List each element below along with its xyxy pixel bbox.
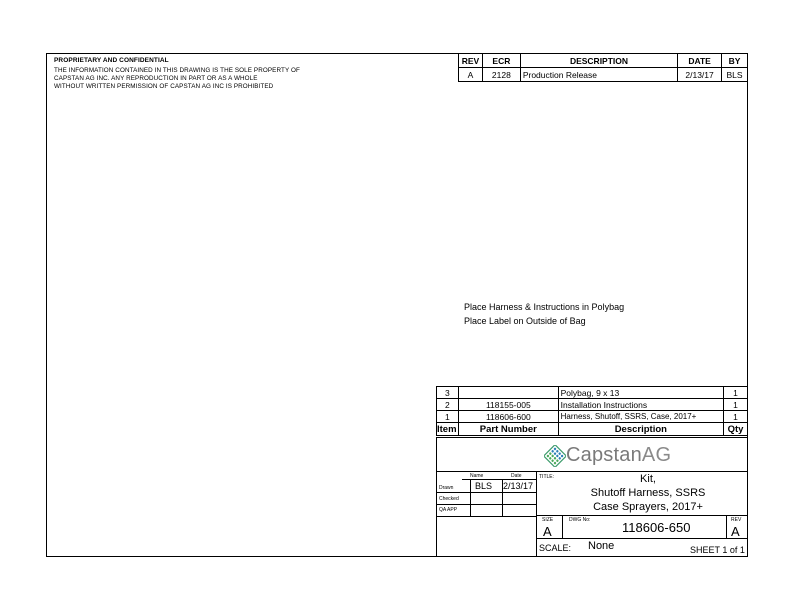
- title-line: Case Sprayers, 2017+: [593, 501, 703, 513]
- logo-text-ag: AG: [641, 444, 672, 466]
- bom-item: 3: [437, 387, 459, 399]
- drawn-date: 2/13/17: [503, 481, 534, 491]
- bom-qty: 1: [724, 399, 748, 411]
- bom-qty: 1: [724, 387, 748, 399]
- signoff-line: [462, 479, 536, 480]
- ecr-header: ECR: [482, 54, 520, 68]
- title-line: Shutoff Harness, SSRS: [590, 487, 706, 499]
- description-cell: Production Release: [520, 68, 677, 82]
- title-line: Kit,: [640, 473, 656, 485]
- scale-value: None: [588, 540, 615, 552]
- bom-description: Installation Instructions: [558, 399, 723, 411]
- bom-qty-header: Qty: [724, 423, 748, 436]
- bom-description: Polybag, 9 x 13: [558, 387, 723, 399]
- bom-item: 2: [437, 399, 459, 411]
- sheet-number: SHEET 1 of 1: [690, 545, 745, 555]
- table-row: [437, 411, 748, 423]
- bom-table: [436, 386, 748, 436]
- company-logo: [544, 444, 671, 467]
- ecr-cell: 2128: [482, 68, 520, 82]
- bom-part-header: Part Number: [458, 423, 558, 436]
- size-row-top: [536, 515, 748, 516]
- size-divider: [562, 515, 563, 538]
- logo-text-capstan: Capstan: [566, 444, 642, 466]
- signoff-line: [436, 492, 536, 493]
- drawn-label: Drawn: [439, 485, 454, 491]
- date-cell: 2/13/17: [678, 68, 722, 82]
- bom-part: 118155-005: [458, 399, 558, 411]
- capstan-logo-icon: [544, 445, 566, 467]
- description-header: DESCRIPTION: [520, 54, 677, 68]
- dwg-label: DWG No:: [569, 517, 591, 523]
- bom-item: 1: [437, 411, 459, 423]
- signoff-line: [470, 479, 471, 517]
- rev-header: REV: [459, 54, 483, 68]
- rev-divider: [726, 515, 727, 538]
- scale-label: SCALE:: [539, 543, 572, 553]
- note-line: Place Harness & Instructions in Polybag: [464, 302, 625, 312]
- rev-cell: A: [459, 68, 483, 82]
- name-label: Name: [470, 473, 484, 479]
- drawn-name: BLS: [475, 481, 493, 491]
- bom-header-row: [437, 423, 748, 436]
- bom-part: 118606-600: [458, 411, 558, 423]
- qa-label: QA APP: [439, 507, 458, 513]
- table-row: [437, 399, 748, 411]
- bom-description: Harness, Shutoff, SSRS, Case, 2017+: [558, 411, 723, 423]
- rev-value: A: [731, 524, 740, 539]
- dwg-number: 118606-650: [622, 520, 691, 535]
- bom-part: [458, 387, 558, 399]
- table-row: [437, 387, 748, 399]
- date-header: DATE: [678, 54, 722, 68]
- checked-label: Checked: [439, 496, 459, 502]
- signoff-line: [436, 516, 536, 517]
- signoff-block: [436, 472, 536, 517]
- logo-text: [566, 444, 671, 467]
- signoff-line: [436, 504, 536, 505]
- size-label: SIZE: [542, 517, 554, 523]
- size-value: A: [543, 524, 552, 539]
- drawing-title: [548, 472, 748, 514]
- bom-item-header: Item: [437, 423, 457, 435]
- by-cell: BLS: [722, 68, 748, 82]
- date-label: Date: [511, 473, 522, 479]
- revision-table: [458, 53, 748, 82]
- bom-qty: 1: [724, 411, 748, 423]
- proprietary-title: PROPRIETARY AND CONFIDENTIAL: [54, 57, 169, 64]
- size-row-bottom: [536, 538, 748, 539]
- rev-label: REV: [731, 517, 742, 523]
- proprietary-line: CAPSTAN AG INC. ANY REPRODUCTION IN PART OR AS A WHOLE: [54, 75, 258, 82]
- bom-description-header: Description: [558, 423, 723, 436]
- note-line: Place Label on Outside of Bag: [464, 316, 586, 326]
- proprietary-line: THE INFORMATION CONTAINED IN THIS DRAWING IS THE SOLE PROPERTY OF: [54, 67, 300, 74]
- title-label: TITLE:: [539, 474, 555, 480]
- proprietary-line: WITHOUT WRITTEN PERMISSION OF CAPSTAN AG INC IS PROHIBITED: [54, 83, 274, 90]
- by-header: BY: [722, 54, 748, 68]
